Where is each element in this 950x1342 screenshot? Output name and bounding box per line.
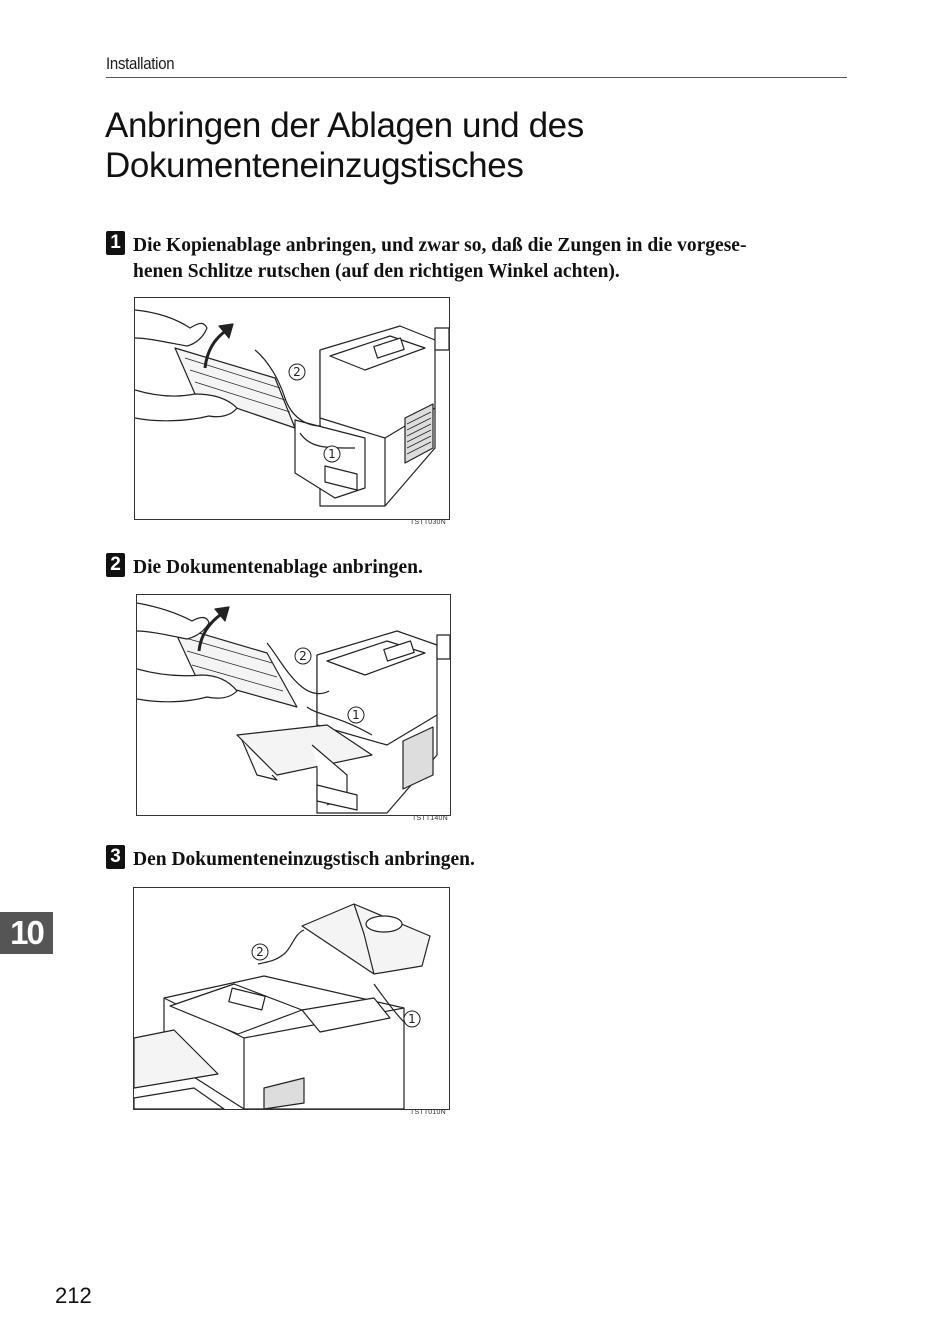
step-3-text — [133, 847, 475, 873]
step-1-number: 1 — [106, 231, 125, 255]
step-1-text — [133, 233, 746, 285]
step-1-line-2: henen Schlitze rutschen (auf den richtigen Winkel achten). — [133, 261, 620, 282]
feeder-table-callout-1: 1 — [408, 1012, 416, 1026]
step-3-line-1: Den Dokumenteneinzugstisch anbringen. — [133, 849, 475, 870]
step-2-line-1: Die Dokumentenablage anbringen. — [133, 557, 423, 578]
document-feeder-table-illustration — [134, 888, 449, 1109]
running-header: Installation — [106, 54, 175, 73]
header-rule — [106, 77, 847, 78]
step-2-number: 2 — [106, 553, 125, 577]
document-tray-callout-2: 2 — [299, 649, 307, 663]
copy-tray-illustration — [135, 298, 449, 519]
figure-code-3: TSTT010N — [410, 1109, 446, 1116]
copy-tray-callout-2: 2 — [293, 365, 301, 379]
figure-document-tray — [136, 594, 451, 816]
document-tray-illustration — [137, 595, 450, 815]
document-tray-callout-1: 1 — [352, 708, 360, 722]
step-1-line-1: Die Kopienablage anbringen, und zwar so, daß die Zungen in die vorgese- — [133, 235, 747, 256]
figure-code-1: TSTT030N — [410, 519, 446, 526]
figure-document-feeder-table — [133, 887, 450, 1110]
feeder-table-callout-2: 2 — [256, 945, 264, 959]
step-3-number: 3 — [106, 845, 125, 869]
figure-copy-tray — [134, 297, 450, 520]
figure-code-2: TSTT140N — [412, 815, 448, 822]
step-2-text — [133, 555, 423, 581]
copy-tray-callout-1: 1 — [328, 447, 336, 461]
page-number: 212 — [55, 1283, 92, 1308]
chapter-tab: 10 — [0, 912, 53, 954]
page-title: Anbringen der Ablagen und des Dokumenteneinzugstisches — [105, 106, 584, 185]
